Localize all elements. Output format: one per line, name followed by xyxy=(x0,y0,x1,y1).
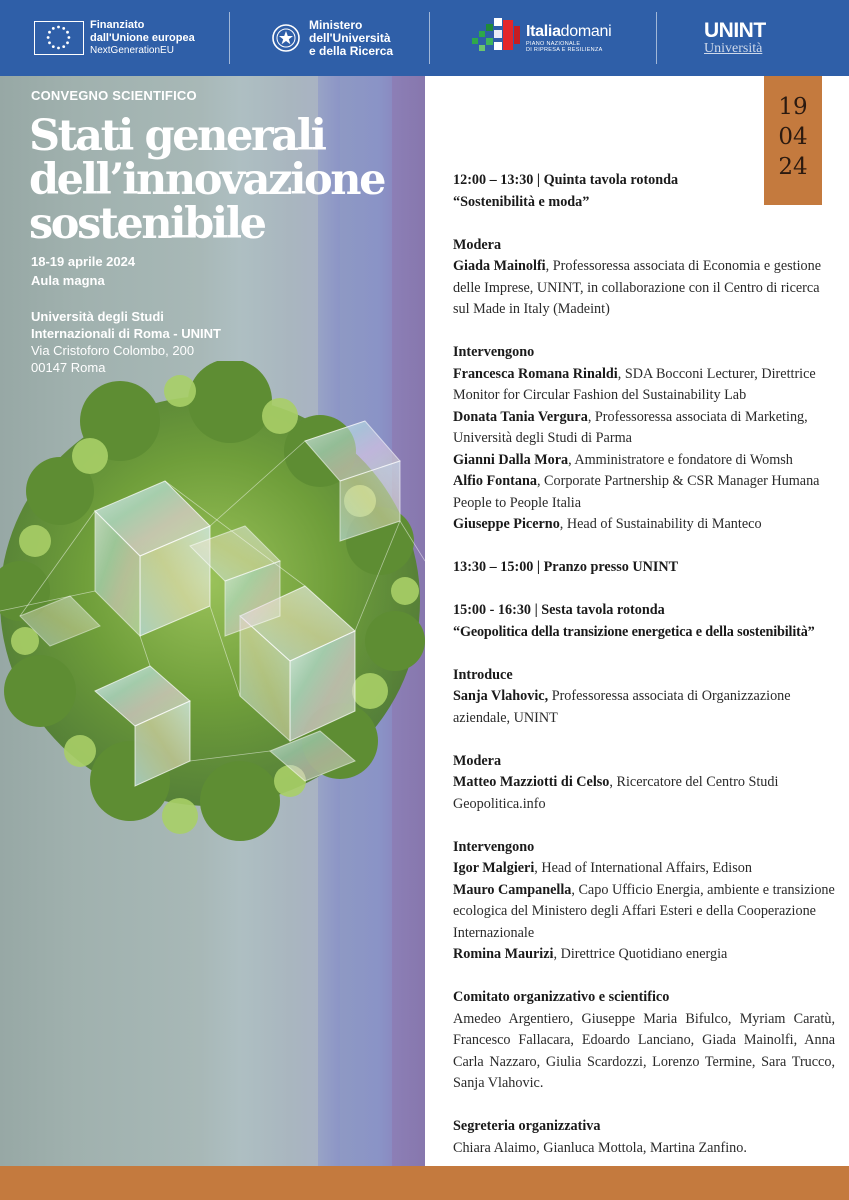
mur-text-line3: e della Ricerca xyxy=(309,43,394,58)
section-label: Intervengono xyxy=(453,838,535,855)
address-line1: Via Cristoforo Colombo, 200 xyxy=(31,343,195,358)
lunch-break: 13:30 – 15:00 | Pranzo presso UNINT xyxy=(453,559,679,575)
person-name: Mauro Campanella xyxy=(453,881,572,898)
person-role: Professoressa associata di Organizzazione aziendale, UNINT xyxy=(453,688,791,726)
unint-logo-sub: Università xyxy=(704,40,763,56)
mur-logo xyxy=(271,0,393,76)
italiadomani-logo xyxy=(470,0,611,76)
person-role: , Capo Ufficio Energia, ambiente e transizione ecologica del Ministero degli Affari Esteri e della Cooperazione Internazionale xyxy=(453,881,835,941)
session-time: 12:00 – 13:30 | Quinta tavola rotonda xyxy=(453,172,679,188)
program-content xyxy=(453,170,835,1159)
speaker-entry xyxy=(453,514,835,536)
eu-text-line2: dall'Unione europea xyxy=(90,32,195,44)
unint-logo-name: UNINT xyxy=(704,18,766,42)
person-name: Sanja Vlahovic, xyxy=(453,688,549,704)
person-role: , Ricercatore del Centro Studi Geopolitica.info xyxy=(453,774,779,812)
title-line: dell’innovazione xyxy=(29,155,385,205)
person-name: Francesca Romana Rinaldi xyxy=(453,365,618,382)
moderator-entry xyxy=(453,772,835,815)
unint-logo xyxy=(704,0,766,76)
person-role: , Professoressa associata di Economia e gestione delle Imprese, UNINT, in collaborazione con il Centro di ricerca sul Made in Italy (Madeint) xyxy=(453,258,822,317)
university-name-line2: Internazionali di Roma - UNINT xyxy=(31,326,221,341)
section-label: Modera xyxy=(453,752,502,769)
person-role: , SDA Bocconi Lecturer, Direttrice Monitor for Circular Fashion del Sustainability Lab xyxy=(453,365,816,403)
footer-bar xyxy=(0,1166,849,1200)
event-dates: 18-19 aprile 2024 xyxy=(31,254,136,269)
secretariat-names: Chiara Alaimo, Gianluca Mottola, Martina Zanfino. xyxy=(453,1139,747,1156)
title-line: sostenibile xyxy=(29,199,265,249)
mur-text-line1: Ministero xyxy=(309,17,363,32)
person-name: Igor Malgieri xyxy=(453,860,535,876)
moderator-entry xyxy=(453,256,835,321)
section-label: Comitato organizzativo e scientifico xyxy=(453,989,670,1005)
banner-divider xyxy=(229,12,230,64)
speaker-entry xyxy=(453,364,835,407)
header-banner xyxy=(0,0,849,76)
person-role: , Direttrice Quotidiano energia xyxy=(553,946,728,962)
speaker-entry xyxy=(453,858,835,880)
address-line2: 00147 Roma xyxy=(31,360,106,375)
date-year: 24 xyxy=(778,154,808,180)
speaker-entry xyxy=(453,471,835,514)
session-title: “Geopolitica della transizione energetica e della sostenibilità” xyxy=(453,623,815,640)
mur-emblem-icon xyxy=(271,23,301,53)
section-label: Introduce xyxy=(453,666,513,683)
title-line: Stati generali xyxy=(29,111,325,161)
speaker-entry xyxy=(453,880,835,945)
eu-text-line1: Finanziato xyxy=(90,19,145,31)
italiadomani-name-a: Italia xyxy=(526,23,561,40)
person-role: , Head of International Affairs, Edison xyxy=(534,860,752,876)
italiadomani-name-b: domani xyxy=(560,23,612,40)
person-role: , Head of Sustainability di Manteco xyxy=(559,516,762,532)
date-day: 19 xyxy=(778,94,808,120)
section-label: Intervengono xyxy=(453,344,535,360)
person-name: Giuseppe Picerno xyxy=(453,516,560,532)
italiadomani-sub2: DI RIPRESA E RESILIENZA xyxy=(526,47,603,53)
left-panel xyxy=(0,76,425,1166)
session-title: “Sostenibilità e moda” xyxy=(453,193,590,210)
person-name: Alfio Fontana xyxy=(453,473,537,489)
event-type-label: CONVEGNO SCIENTIFICO xyxy=(31,88,197,103)
person-role: , Corporate Partnership & CSR Manager Humana People to People Italia xyxy=(453,473,820,511)
event-room: Aula magna xyxy=(31,273,105,288)
eu-logo xyxy=(34,0,195,76)
university-name-line1: Università degli Studi xyxy=(31,309,164,324)
person-name: Gianni Dalla Mora xyxy=(453,451,569,468)
person-role: , Amministratore e fondatore di Womsh xyxy=(568,451,793,468)
eu-flag-icon xyxy=(34,21,84,55)
page-title xyxy=(29,111,419,249)
speaker-entry xyxy=(453,450,835,472)
committee-names: Amedeo Argentiero, Giuseppe Maria Bifulco, Myriam Caratù, Francesco Fallacara, Edoardo Lanciano, Giada Mainolfi, Anna Carla Nazzaro, Giulia Scardozzi, Lorenzo Termine, Sara Trucco, Sanja Vlahovic. xyxy=(453,1010,835,1091)
section-label: Segreteria organizzativa xyxy=(453,1118,601,1134)
introducer-entry xyxy=(453,686,835,729)
date-month: 04 xyxy=(778,124,808,150)
eu-text-line3: NextGenerationEU xyxy=(90,45,174,56)
italiadomani-sub1: PIANO NAZIONALE xyxy=(526,41,581,47)
speaker-entry xyxy=(453,944,835,966)
banner-divider xyxy=(656,12,657,64)
session-time: 15:00 - 16:30 | Sesta tavola rotonda xyxy=(453,602,665,618)
italiadomani-mark-icon xyxy=(470,16,524,60)
person-role: , Professoressa associata di Marketing, Università degli Studi di Parma xyxy=(453,408,808,446)
person-name: Giada Mainolfi xyxy=(453,258,546,274)
banner-divider xyxy=(429,12,430,64)
foliage-cubes-illustration xyxy=(0,361,425,861)
person-name: Matteo Mazziotti di Celso xyxy=(453,774,610,790)
person-name: Romina Maurizi xyxy=(453,946,554,962)
person-name: Donata Tania Vergura xyxy=(453,408,588,425)
speaker-entry xyxy=(453,407,835,450)
mur-text-line2: dell'Università xyxy=(309,30,391,45)
section-label: Modera xyxy=(453,236,502,253)
